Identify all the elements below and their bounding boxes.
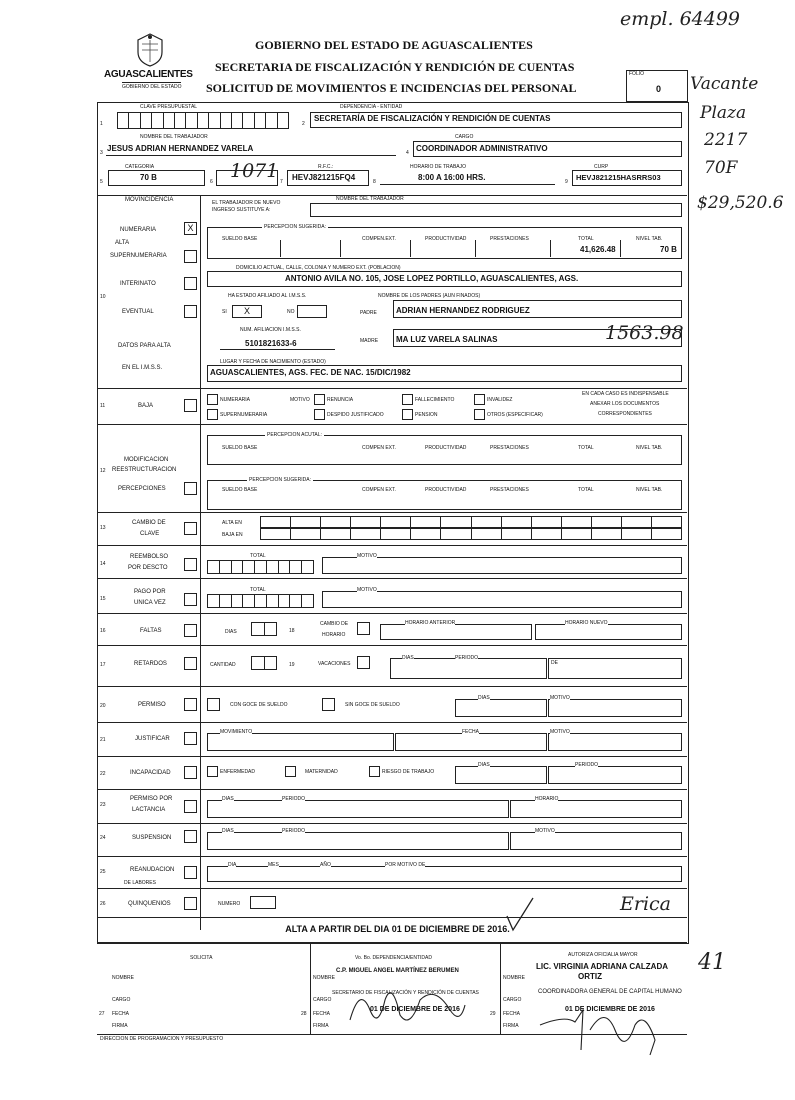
total-value[interactable]: 41,626.48 [580, 245, 616, 254]
prestaciones-label: PRESTACIONES [490, 445, 529, 451]
permiso-dias-field[interactable] [455, 699, 547, 717]
baja-motivo-label: MOTIVO [290, 397, 310, 403]
numeraria-checkbox[interactable]: X [184, 222, 197, 235]
dependencia-value: SECRETARÍA DE FISCALIZACIÓN Y RENDICIÓN DE CUENTAS [314, 114, 551, 123]
supernumeraria-label: SUPERNUMERARIA [110, 253, 167, 259]
periodo-label: PERIODO [282, 828, 306, 834]
cargo-label: CARGO [503, 997, 522, 1003]
handwritten-tick-number: 41 [698, 950, 726, 975]
modificacion-label: MODIFICACION [124, 457, 169, 463]
horario-label: HORARIO DE TRABAJO [410, 164, 467, 170]
row-number: 17 [100, 662, 106, 668]
imss-afiliado-label: HA ESTADO AFILIADO AL I.M.S.S. [228, 293, 307, 299]
percepcion-sugerida-box-2 [207, 480, 682, 510]
row-number: 7 [280, 179, 283, 185]
reestructuracion-label: REESTRUCTURACION [112, 467, 177, 473]
check-mark-icon [505, 896, 535, 932]
suspension-label: SUSPENSION [132, 835, 172, 841]
fallecimiento-label: FALLECIMIENTO [415, 397, 455, 403]
percepcion-sugerida-label: PERCEPCION SUGERIDA: [264, 224, 326, 230]
fecha-label: FECHA [462, 729, 479, 735]
no-checkbox[interactable] [297, 305, 327, 318]
baja-supernumeraria-label: SUPERNUMERARIA [220, 412, 268, 418]
domicilio-label: DOMICILIO ACTUAL, CALLE, COLONIA Y NUMERO EXT. (POBLACION) [236, 265, 401, 271]
row-number: 28 [301, 1011, 307, 1017]
retardos-cantidad-grid[interactable] [251, 656, 277, 670]
handwritten-note-vacante: Vacante [690, 74, 759, 94]
firma-label: FIRMA [503, 1023, 519, 1029]
faltas-dias-grid[interactable] [251, 622, 277, 636]
row-number: 27 [99, 1011, 105, 1017]
cambio-horario-label: CAMBIO DE [320, 621, 349, 627]
secretaria-title: SECRETARIA DE FISCALIZACIÓN Y RENDICIÓN DE CUENTAS [215, 60, 575, 74]
invalidez-label: INVALIDEZ [487, 397, 513, 403]
modificacion-checkbox[interactable] [184, 482, 197, 495]
reanudacion-field[interactable] [207, 866, 682, 882]
baja-label: BAJA [138, 403, 154, 409]
unica-vez-label: UNICA VEZ [134, 600, 166, 606]
row-number: 1 [100, 121, 103, 127]
incapacidad-checkbox[interactable] [184, 766, 197, 779]
pago-motivo-field[interactable] [322, 591, 682, 608]
row-number: 25 [100, 869, 106, 875]
fecha-label: FECHA [112, 1011, 129, 1017]
row-number: 12 [100, 468, 106, 474]
nombre-value[interactable]: JESUS ADRIAN HERNANDEZ VARELA [107, 144, 254, 153]
sin-goce-checkbox[interactable] [322, 698, 335, 711]
prestaciones-label: PRESTACIONES [490, 236, 529, 242]
vobo-label: Vo. Bo. DEPENDENCIA/ENTIDAD [355, 955, 432, 961]
row-number: 10 [100, 294, 106, 300]
horario-label: HORARIO [535, 796, 559, 802]
horario-anterior-field[interactable] [380, 624, 532, 640]
footer-text: DIRECCION DE PROGRAMACION Y PRESUPUESTO [100, 1036, 224, 1042]
percepcion-sugerida-box [207, 227, 682, 259]
nivel-tab-label: NIVEL TAB. [636, 236, 663, 242]
justificar-label: JUSTIFICAR [135, 736, 170, 742]
motivo-label: MOTIVO [357, 587, 377, 593]
eventual-checkbox[interactable] [184, 305, 197, 318]
nombre-label: NOMBRE DEL TRABAJADOR [140, 134, 208, 140]
renuncia-label: RENUNCIA [327, 397, 354, 403]
de-label: DE [551, 660, 558, 666]
supernumeraria-checkbox[interactable] [184, 250, 197, 263]
pension-label: PENSION [415, 412, 438, 418]
vacaciones-de-field[interactable] [548, 658, 682, 679]
justificar-fecha-field[interactable] [395, 733, 547, 751]
clave-label-2: CLAVE [140, 531, 160, 537]
productividad-label: PRODUCTIVIDAD [425, 487, 467, 493]
nombre-label: NOMBRE [313, 975, 335, 981]
lactancia-checkbox[interactable] [184, 800, 197, 813]
percepcion-actual-label: PERCEPCION ACUTAL: [267, 432, 322, 438]
faltas-label: FALTAS [140, 628, 162, 634]
despido-label: DESPIDO JUSTIFICADO [327, 412, 384, 418]
permiso-motivo-field[interactable] [548, 699, 682, 717]
nivel-tab-value[interactable]: 70 B [660, 245, 677, 254]
num-afiliacion-value[interactable]: 5101821633-6 [245, 339, 297, 348]
vacaciones-label: VACACIONES [318, 661, 351, 667]
autoriza-name: LIC. VIRGINIA ADRIANA CALZADA [536, 962, 668, 971]
horario-nuevo-field[interactable] [535, 624, 682, 640]
clave-presupuestal-grid[interactable] [117, 112, 289, 129]
pension-checkbox[interactable] [402, 409, 413, 420]
government-title: GOBIERNO DEL ESTADO DE AGUASCALIENTES [255, 38, 533, 52]
handwritten-employee-number: empl. 64499 [620, 8, 741, 30]
baja-numeraria-label: NUMERARIA [220, 397, 251, 403]
total-label: TOTAL [578, 445, 594, 451]
baja-note: EN CADA CASO ES INDISPENSABLE [582, 391, 669, 397]
firma-label: FIRMA [313, 1023, 329, 1029]
folio-value: 0 [656, 84, 662, 94]
row-number: 29 [490, 1011, 496, 1017]
invalidez-checkbox[interactable] [474, 394, 485, 405]
si-label: SI [222, 309, 227, 315]
row-number: 26 [100, 901, 106, 907]
reembolso-motivo-field[interactable] [322, 557, 682, 574]
vacaciones-checkbox[interactable] [357, 656, 370, 669]
renuncia-checkbox[interactable] [314, 394, 325, 405]
percepciones-label: PERCEPCIONES [118, 486, 166, 492]
alta-label: ALTA [115, 240, 130, 246]
permiso-por-label: PERMISO POR [130, 796, 173, 802]
pago-total-grid[interactable] [207, 594, 314, 608]
row-number: 23 [100, 802, 106, 808]
baja-supernumeraria-checkbox[interactable] [207, 409, 218, 420]
row-number: 20 [100, 703, 106, 709]
handwritten-note-70f: 70F [704, 158, 738, 178]
cambio-clave-label: CAMBIO DE [132, 520, 166, 526]
baja-note: CORRESPONDIENTES [598, 411, 652, 417]
autoriza-signature-icon [535, 1000, 675, 1060]
dias-label: DIAS [225, 629, 237, 635]
baja-numeraria-checkbox[interactable] [207, 394, 218, 405]
baja-note: ANEXAR LOS DOCUMENTOS [590, 401, 660, 407]
en-imss-label: EN EL I.M.S.S. [122, 365, 163, 371]
datos-alta-label: DATOS PARA ALTA [118, 343, 171, 349]
row-number: 16 [100, 628, 106, 634]
percepcion-sugerida-label-2: PERCEPCION SUGERIDA: [249, 477, 311, 483]
row-number: 15 [100, 596, 106, 602]
suspension-checkbox[interactable] [184, 830, 197, 843]
horario-anterior-label: HORARIO ANTERIOR [405, 620, 456, 626]
clave-label: CLAVE PRESUPUESTAL [140, 104, 198, 110]
vobo-signature-icon [340, 980, 470, 1035]
reanudacion-checkbox[interactable] [184, 866, 197, 879]
riesgo-label: RIESGO DE TRABAJO [382, 769, 435, 775]
sueldo-base-label: SUELDO BASE [222, 445, 258, 451]
productividad-label: PRODUCTIVIDAD [425, 236, 467, 242]
no-label: NO [287, 309, 295, 315]
lugar-nacimiento-label: LUGAR Y FECHA DE NACIMIENTO (ESTADO) [220, 359, 326, 365]
quinquenios-label: QUINQUENIOS [128, 901, 171, 907]
lactancia-label: LACTANCIA [132, 807, 166, 813]
handwritten-note-2217: 2217 [704, 130, 748, 150]
dias-label: DIAS [478, 762, 490, 768]
curp-value: HEVJ821215HASRRS03 [576, 173, 661, 182]
faltas-checkbox[interactable] [184, 624, 197, 637]
padre-value: ADRIAN HERNANDEZ RODRIGUEZ [396, 306, 530, 315]
movimiento-label: MOVIMIENTO [220, 729, 253, 735]
sueldo-base-label: SUELDO BASE [222, 487, 258, 493]
nombre-label: NOMBRE [503, 975, 525, 981]
nombre-label: NOMBRE [112, 975, 134, 981]
autoriza-cargo: COORDINADORA GENERAL DE CAPITAL HUMANO [538, 989, 682, 995]
maternidad-label: MATERNIDAD [305, 769, 338, 775]
cambio-horario-checkbox[interactable] [357, 622, 370, 635]
coat-of-arms-icon [132, 32, 168, 68]
handwritten-note-salary: $29,520.6 [697, 193, 784, 213]
cargo-label: CARGO [313, 997, 332, 1003]
handwritten-note-plaza: Plaza [700, 103, 747, 123]
interinato-checkbox[interactable] [184, 277, 197, 290]
row-number: 5 [100, 179, 103, 185]
autoriza-name-2: ORTIZ [578, 972, 602, 981]
maternidad-checkbox[interactable] [285, 766, 296, 777]
vobo-cargo: SECRETARIO DE FISCALIZACIÓN Y RENDICIÓN DE CUENTAS [332, 990, 479, 996]
vacaciones-dias-field[interactable] [390, 658, 547, 679]
curp-label: CURP [594, 164, 609, 170]
lactancia-periodo-field[interactable] [207, 800, 509, 818]
justificar-movimiento-field[interactable] [207, 733, 394, 751]
row-number: 19 [289, 662, 295, 668]
firma-label: FIRMA [112, 1023, 128, 1029]
compen-ext-label: COMPEN EXT. [362, 487, 396, 493]
categoria-label: CATEGORIA [125, 164, 155, 170]
row-number: 18 [289, 628, 295, 634]
cargo-label: CARGO [455, 134, 474, 140]
sin-goce-label: SIN GOCE DE SUELDO [345, 702, 400, 708]
baja-en-label: BAJA EN [222, 532, 243, 538]
despido-checkbox[interactable] [314, 409, 325, 420]
de-labores-label: DE LABORES [124, 880, 156, 886]
total-label: TOTAL [250, 553, 266, 559]
incapacidad-periodo-field[interactable] [548, 766, 682, 784]
row-number: 24 [100, 835, 106, 841]
nivel-tab-label: NIVEL TAB. [636, 445, 663, 451]
madre-label: MADRE [360, 338, 379, 344]
incapacidad-label: INCAPACIDAD [130, 770, 171, 776]
row-number: 6 [210, 179, 213, 185]
interinato-label: INTERINATO [120, 281, 156, 287]
total-label: TOTAL [250, 587, 266, 593]
fecha-label: FECHA [313, 1011, 330, 1017]
handwritten-erica: Erica [620, 893, 671, 915]
row-number: 11 [100, 403, 106, 409]
cargo-value: COORDINADOR ADMINISTRATIVO [416, 144, 548, 153]
justificar-checkbox[interactable] [184, 732, 197, 745]
periodo-label: PERIODO [575, 762, 599, 768]
compen-ext-label: COMPEN.EXT. [362, 236, 396, 242]
row-number: 14 [100, 561, 106, 567]
nombre-sustituye-label: NOMBRE DEL TRABAJADOR [336, 196, 404, 202]
row-number: 13 [100, 525, 106, 531]
row-number: 3 [100, 150, 103, 156]
solicita-label: SOLICITA [190, 955, 213, 961]
baja-en-grid[interactable] [260, 528, 682, 540]
pago-unica-checkbox[interactable] [184, 593, 197, 606]
por-motivo-label: POR MOTIVO DE [385, 862, 426, 868]
anio-label: AÑO [320, 862, 331, 868]
vobo-name: C.P. MIGUEL ANGEL MARTÍNEZ BERUMEN [336, 968, 459, 974]
dias-label: DIAS [478, 695, 490, 701]
prestaciones-label: PRESTACIONES [490, 487, 529, 493]
dias-label: DIAS [222, 796, 234, 802]
row-number: 2 [302, 121, 305, 127]
alta-en-label: ALTA EN [222, 520, 242, 526]
categoria-value: 70 B [140, 173, 157, 182]
nivel-tab-label: NIVEL TAB. [636, 487, 663, 493]
dia-label: DIA [228, 862, 237, 868]
total-label: TOTAL [578, 236, 594, 242]
mes-label: MES [268, 862, 279, 868]
incapacidad-dias-field[interactable] [455, 766, 547, 784]
cantidad-label: CANTIDAD [210, 662, 236, 668]
row-number: 22 [100, 771, 106, 777]
motivo-label: MOTIVO [357, 553, 377, 559]
retardos-checkbox[interactable] [184, 657, 197, 670]
logo-text: AGUASCALIENTES [104, 69, 193, 80]
motivo-label: MOTIVO [535, 828, 555, 834]
alta-en-grid[interactable] [260, 516, 682, 528]
reanudacion-label: REANUDACION [130, 867, 175, 873]
horario-value[interactable]: 8:00 A 16:00 HRS. [418, 173, 486, 182]
folio-label: FOLIO [629, 71, 645, 77]
form-title: SOLICITUD DE MOVIMIENTOS E INCIDENCIAS DEL PERSONAL [206, 81, 577, 95]
sueldo-base-label: SUELDO BASE [222, 236, 258, 242]
dependencia-label: DEPENDENCIA - ENTIDAD [340, 104, 403, 110]
motivo-label: MOTIVO [550, 695, 570, 701]
quinquenios-numero-field[interactable] [250, 896, 276, 909]
autoriza-fecha: 01 DE DICIEMBRE DE 2016 [565, 1006, 655, 1013]
enfermedad-checkbox[interactable] [207, 766, 218, 777]
lactancia-horario-field[interactable] [510, 800, 682, 818]
si-checkbox[interactable]: X [232, 305, 262, 318]
cambio-horario-label-2: HORARIO [322, 632, 346, 638]
movimiento-header: MOVINCIDENCIA [125, 197, 174, 203]
eventual-label: EVENTUAL [122, 309, 154, 315]
otros-checkbox[interactable] [474, 409, 485, 420]
compen-ext-label: COMPEN EXT. [362, 445, 396, 451]
enfermedad-label: ENFERMEDAD [220, 769, 256, 775]
pago-por-label: PAGO POR [134, 589, 166, 595]
con-goce-checkbox[interactable] [207, 698, 220, 711]
dias-label: DIAS [402, 655, 414, 661]
productividad-label: PRODUCTIVIDAD [425, 445, 467, 451]
row-number: 21 [100, 737, 106, 743]
otros-label: OTROS (ESPECIFICAR) [487, 412, 543, 418]
riesgo-checkbox[interactable] [369, 766, 380, 777]
madre-value: MA LUZ VARELA SALINAS [396, 335, 498, 344]
padre-label: PADRE [360, 310, 377, 316]
numero-label: NUMERO [218, 901, 241, 907]
con-goce-label: CON GOCE DE SUELDO [230, 702, 288, 708]
lugar-nacimiento-value: AGUASCALIENTES, AGS. FEC. DE NAC. 15/DIC/1982 [210, 368, 411, 377]
logo-subtext: GOBIERNO DEL ESTADO [122, 84, 182, 90]
reembolso-label: REEMBOLSO [130, 554, 169, 560]
suspension-periodo-field[interactable] [207, 832, 509, 850]
permiso-label: PERMISO [138, 702, 166, 708]
retardos-label: RETARDOS [134, 661, 167, 667]
handwritten-quincena: 1563.98 [605, 322, 684, 344]
row-number: 9 [565, 179, 568, 185]
justificar-motivo-field[interactable] [548, 733, 682, 751]
nombre-sustituye-field[interactable] [310, 203, 682, 217]
sustituye-label: EL TRABAJADOR DE NUEVO INGRESO SUSTITUYE A: [212, 200, 281, 213]
reembolso-checkbox[interactable] [184, 558, 197, 571]
fallecimiento-checkbox[interactable] [402, 394, 413, 405]
rfc-value: HEVJ821215FQ4 [292, 173, 356, 182]
horario-nuevo-label: HORARIO NUEVO [565, 620, 608, 626]
cargo-label: CARGO [112, 997, 131, 1003]
total-label: TOTAL [578, 487, 594, 493]
cambio-clave-checkbox[interactable] [184, 522, 197, 535]
baja-checkbox[interactable] [184, 399, 197, 412]
periodo-label: PERIODO [282, 796, 306, 802]
periodo-label: PERIODO [455, 655, 479, 661]
autoriza-label: AUTORIZA OFICIALIA MAYOR [568, 952, 638, 958]
rfc-label: R.F.C.: [318, 164, 334, 170]
permiso-checkbox[interactable] [184, 698, 197, 711]
domicilio-value: ANTONIO AVILA NO. 105, JOSE LOPEZ PORTILLO, AGUASCALIENTES, AGS. [285, 274, 579, 283]
padres-label: NOMBRE DE LOS PADRES (AUN FINADOS) [378, 293, 481, 299]
quinquenios-checkbox[interactable] [184, 897, 197, 910]
motivo-label: MOTIVO [550, 729, 570, 735]
row-number: 4 [406, 150, 409, 156]
dias-label: DIAS [222, 828, 234, 834]
handwritten-category-code: 1071 [230, 160, 279, 182]
suspension-motivo-field[interactable] [510, 832, 682, 850]
fecha-label: FECHA [503, 1011, 520, 1017]
row-number: 8 [373, 179, 376, 185]
numeraria-label: NUMERARIA [120, 227, 157, 233]
alta-partir-text: ALTA A PARTIR DEL DIA 01 DE DICIEMBRE DE 2016. [285, 924, 510, 934]
num-afiliacion-label: NUM. AFILIACION I.M.S.S. [240, 327, 301, 333]
por-descto-label: POR DESCTO [128, 565, 168, 571]
vobo-fecha: 01 DE DICIEMBRE DE 2016 [370, 1006, 460, 1013]
reembolso-total-grid[interactable] [207, 560, 314, 574]
